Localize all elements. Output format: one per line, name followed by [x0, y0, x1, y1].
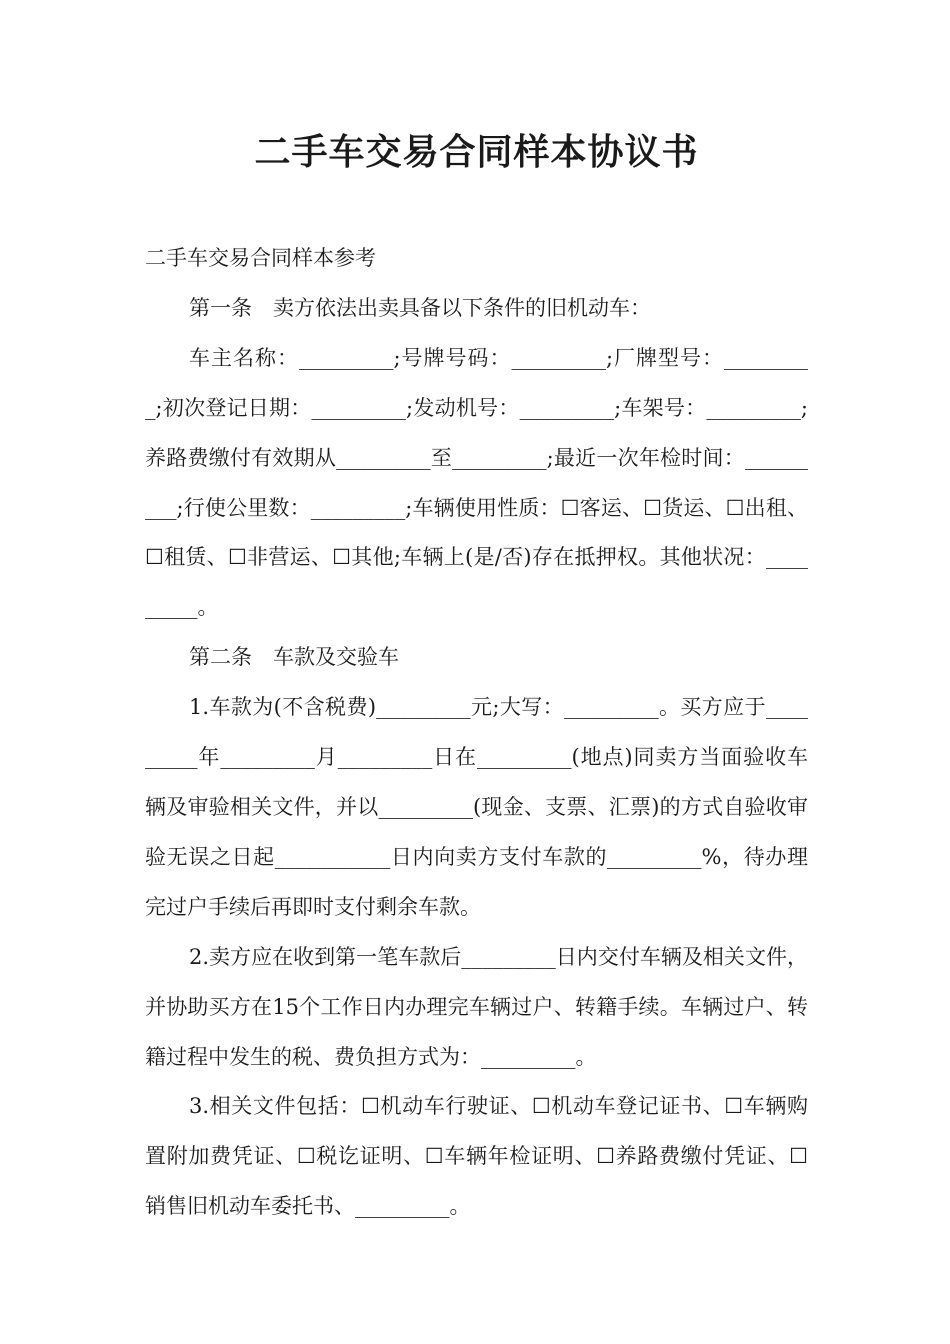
paragraph-subtitle: 二手车交易合同样本参考: [145, 246, 376, 270]
document-body: [145, 234, 808, 1232]
paragraph-article-1-heading: 第一条 卖方依法出卖具备以下条件的旧机动车：: [189, 295, 651, 320]
document-title: 二手车交易合同样本协议书: [254, 132, 699, 173]
paragraph-article-2-heading: 第二条 车款及交验车: [189, 645, 399, 670]
paragraph-clause-3: 3.相关文件包括：☐机动车行驶证、☐机动车登记证书、☐车辆购置附加费凭证、☐税讫证明、☐车辆年检证明、☐养路费缴付凭证、☐销售旧机动车委托书、_________。: [145, 1094, 808, 1219]
paragraph-clause-2: 2.卖方应在收到第一笔车款后_________日内交付车辆及相关文件，并协助买方在15个工作日内办理完车辆过户、转籍手续。车辆过户、转籍过程中发生的税、费负担方式为：_________。: [145, 944, 808, 1069]
paragraph-vehicle-details: 车主名称：_________;号牌号码：_________;厂牌型号：_________;初次登记日期：_________;发动机号：_________;车架号：_________;养路费缴付有效期从_________至_________;最近一次年检时间：_________;行使公里数：_________;车辆使用性质：☐客运、☐货运、☐出租、☐租赁、☐非营运、☐其他;车辆上(是/否)存在抵押权。其他状况：_________。: [145, 345, 808, 620]
paragraph-clause-1: 1.车款为(不含税费)_________元;大写：_________。买方应于_________年_________月_________日在_________(地点)同卖方当面验收车辆及审验相关文件，并以_________(现金、支票、汇票)的方式自验收审验无误之日起___________日内向卖方支付车款的_________%，待办理完过户手续后再即时支付剩余车款。: [145, 695, 808, 919]
